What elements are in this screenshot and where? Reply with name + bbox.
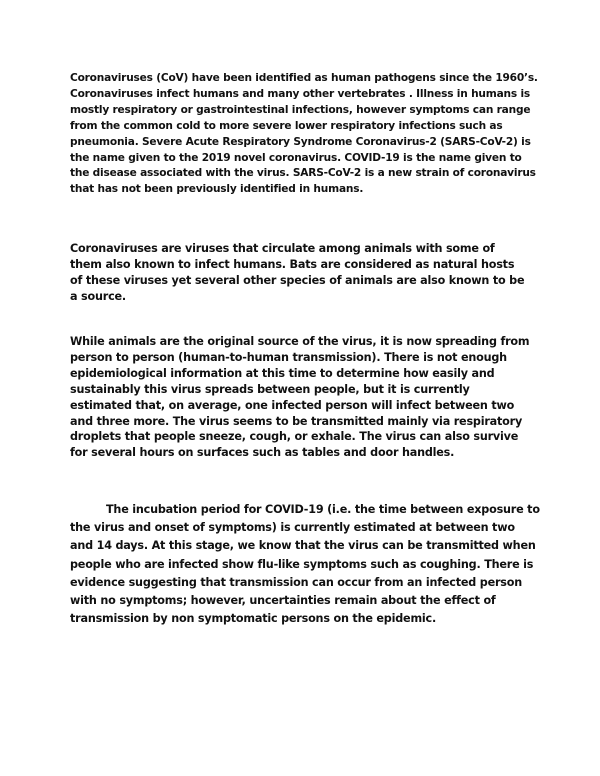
paragraph-transmission: While animals are the original source of the virus, it is now spreading from person to person (human-to-human transmission). There is not enough epidemiological information at this time to determine how easily and sustainably this virus spreads between people, but it is currently estimated that, on average, one infected person will infect between two and three more. The virus seems to be transmitted mainly via respiratory droplets that people sneeze, cough, or exhale. The virus can also survive for several hours on surfaces such as tables and door handles.: [70, 335, 530, 460]
paragraph-incubation-period: The incubation period for COVID-19 (i.e. the time between exposure to the virus and onset of symptoms) is currently estimated at between two and 14 days. At this stage, we know that the virus can be transmitted when people who are infected show flu-like symptoms such as coughing. There is evidence suggesting that transmission can occur from an infected person with no symptoms; however, uncertainties remain about the effect of transmission by non symptomatic persons on the epidemic.: [70, 503, 540, 626]
paragraph-cov-overview: Coronaviruses (CoV) have been identified as human pathogens since the 1960’s. Coronaviruses infect humans and many other vertebrates . Illness in humans is mostly respiratory or gastrointestinal infections, however symptoms can range from the common cold to more severe lower respiratory infections such as pneumonia. Severe Acute Respiratory Syndrome Coronavirus-2 (SARS-CoV-2) is the name given to the 2019 novel coronavirus. COVID-19 is the name given to the disease associated with the virus. SARS-CoV-2 is a new strain of coronavirus that has not been previously identified in humans.: [70, 72, 538, 196]
paragraph-animal-origin: Coronaviruses are viruses that circulate among animals with some of them also known to infect humans. Bats are considered as natural hosts of these viruses yet several other species of animals are also known to be a source.: [70, 242, 525, 303]
